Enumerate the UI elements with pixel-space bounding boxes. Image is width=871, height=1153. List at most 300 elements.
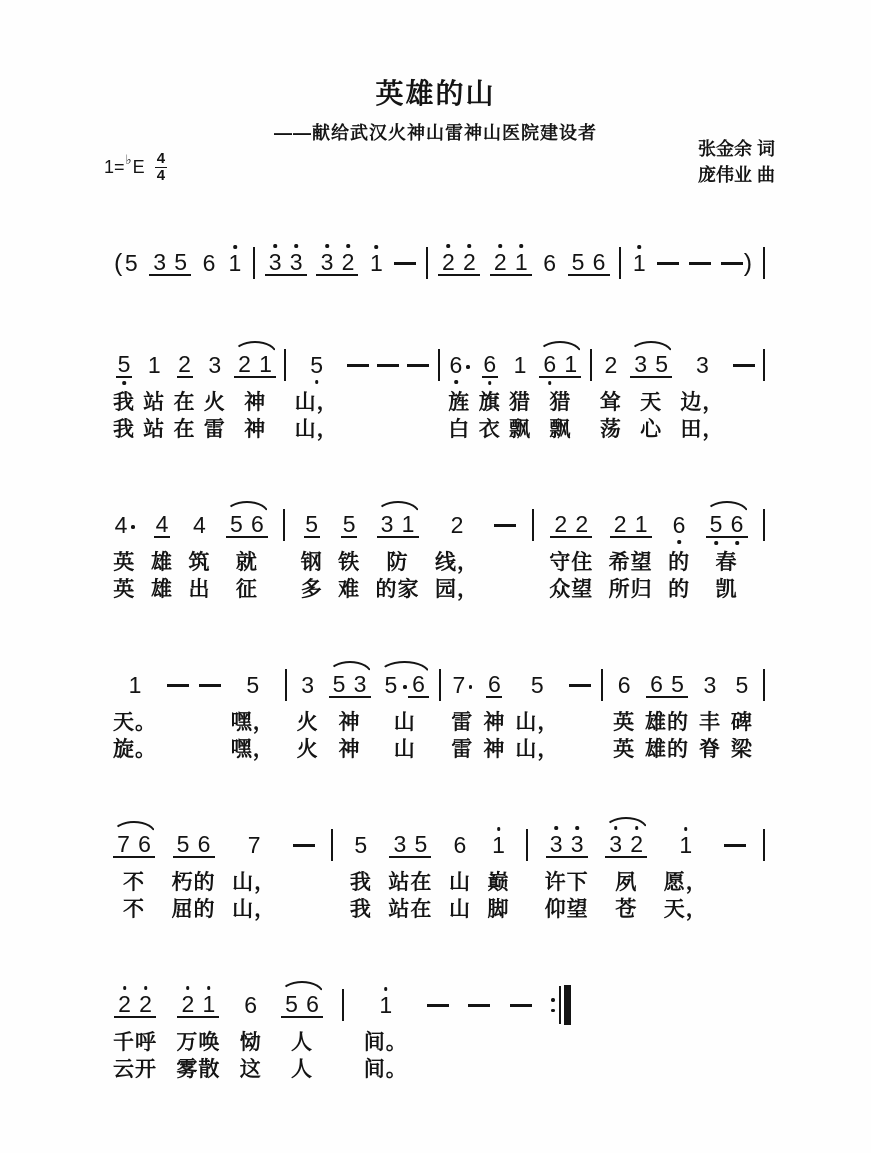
lyric-syllable-v2: 人: [291, 1058, 314, 1081]
note-group: [226, 512, 268, 538]
slur-arc: [280, 981, 324, 994]
music-cell: [694, 345, 710, 385]
note-group: [265, 250, 307, 276]
lyric-syllable-v2: 雷: [451, 738, 474, 761]
octave-dot-above: [447, 244, 451, 248]
note-token: [613, 665, 635, 764]
lyric-syllable-v1: 猎: [549, 391, 572, 414]
note-digit: 7: [113, 832, 134, 858]
lyric-syllable-v2: 英: [613, 738, 636, 761]
note-token: [350, 825, 372, 924]
note-group: [542, 251, 558, 275]
music-cell: [601, 665, 603, 705]
repeat-dots: [551, 998, 555, 1013]
music-cell: [167, 665, 189, 705]
tonic-letter: E: [132, 157, 145, 177]
lyric-syllable-v1: 愿，: [663, 871, 708, 894]
lyric-syllable-v1: 千呼: [113, 1031, 157, 1054]
note-digit: 1: [368, 251, 384, 275]
lyric-syllable-v2: 山，: [232, 898, 277, 921]
barline: [763, 669, 765, 701]
note-token: [600, 345, 622, 444]
note-group: [316, 250, 358, 276]
barline: [590, 349, 592, 381]
note-digit: 3: [208, 352, 222, 378]
octave-dot-below: [315, 380, 319, 384]
music-cell: [689, 243, 711, 283]
note-digit: 6: [408, 672, 429, 698]
barline-token: [253, 243, 255, 288]
duration-dash: [569, 684, 591, 687]
note-group: [281, 992, 323, 1018]
music-cell: [491, 825, 507, 865]
note-digit: 3: [350, 672, 371, 698]
music-cell: [304, 505, 320, 545]
lyric-syllable-v2: 的家: [375, 578, 420, 601]
note-digit: 1: [678, 833, 694, 857]
barline: [439, 669, 441, 701]
music-cell: [116, 345, 132, 385]
note-token: [113, 665, 157, 764]
dash-token: [394, 243, 416, 288]
note-token: [227, 243, 243, 288]
note-token: [204, 345, 226, 444]
note-group: [246, 833, 262, 857]
lyric-syllable-v2: 旋。: [113, 738, 157, 761]
duration-dash: [510, 1004, 532, 1007]
note-digit: 3: [695, 352, 709, 378]
duration-dash: [347, 364, 369, 367]
barline-token: [763, 243, 765, 288]
note-digit: 5: [410, 832, 431, 858]
note-group: [177, 992, 219, 1018]
lyric-syllable-v2: 心: [640, 418, 663, 441]
barline: [526, 829, 528, 861]
music-cell: [300, 665, 316, 705]
octave-dot-above: [468, 244, 472, 248]
slur-arc: [225, 501, 269, 514]
octave-dot-above: [346, 244, 350, 248]
note-group: [539, 352, 581, 378]
music-cell: [721, 243, 753, 283]
note-group: [702, 673, 718, 697]
note-group: [631, 251, 647, 275]
note-token: [172, 825, 216, 924]
note-digit: 6: [202, 250, 216, 276]
lyric-syllable-v2: 山: [393, 738, 416, 761]
lyric-syllable-v1: 神: [244, 391, 267, 414]
lyric-syllable-v1: 就: [235, 551, 258, 574]
augmentation-dot: [469, 685, 473, 689]
lyric-syllable-v1: 站在: [388, 871, 433, 894]
music-cell: [439, 665, 441, 705]
lyric-syllable-v1: 神: [338, 711, 361, 734]
song-dedication-subtitle: ——献给武汉火神山雷神山医院建设者: [274, 123, 597, 143]
note-digit: 6: [539, 352, 560, 378]
barline: [283, 509, 285, 541]
music-cell: [616, 665, 632, 705]
note-token: [201, 243, 217, 288]
barline: [331, 829, 333, 861]
note-token: [451, 665, 474, 764]
note-token: [380, 665, 429, 764]
slur-arc: [233, 341, 277, 354]
music-cell: [149, 243, 191, 283]
music-cell: [283, 505, 285, 545]
note-group: [149, 250, 191, 276]
barline-token: [763, 505, 765, 604]
music-cell: [347, 345, 369, 385]
note-group: [227, 251, 243, 275]
note-token: [731, 665, 753, 764]
lyric-syllable-v1: 我: [113, 391, 135, 414]
note-digit: 5: [170, 250, 191, 276]
lyric-syllable-v1: 铁: [338, 551, 361, 574]
note-group: [245, 673, 261, 697]
note-token: [234, 345, 276, 444]
lyric-syllable-v1: 神: [483, 711, 506, 734]
note-token: [509, 345, 531, 444]
duration-dash: [721, 262, 743, 265]
note-group: [173, 832, 215, 858]
lyric-syllable-v2: 飘: [549, 418, 572, 441]
lyric-syllable-v2: 衣: [478, 418, 501, 441]
note-group: [491, 833, 507, 857]
music-cell: [113, 505, 136, 545]
barline: [438, 349, 440, 381]
octave-dot-above: [273, 244, 277, 248]
duration-dash: [427, 1004, 449, 1007]
note-group: [127, 673, 143, 697]
lyric-syllable-v1: 丰: [698, 711, 721, 734]
lyric-syllable-v2: 我: [113, 418, 135, 441]
note-token: [174, 345, 196, 444]
note-group: [353, 833, 369, 857]
dash-token: [407, 345, 429, 444]
barline: [763, 349, 765, 381]
composer-credit: 庞伟业 曲: [697, 165, 775, 185]
dash-token: [468, 985, 490, 1084]
music-cell: [329, 665, 371, 705]
note-digit: 4: [155, 511, 169, 537]
note-token: [479, 345, 501, 444]
note-token: [265, 243, 307, 288]
octave-dot-above: [375, 245, 379, 249]
note-digit: 7: [247, 832, 261, 858]
music-cell: [734, 665, 750, 705]
note-token: [664, 825, 708, 924]
lyric-syllable-v1: 希望: [608, 551, 653, 574]
lyric-syllable-v2: 屈的: [171, 898, 216, 921]
music-cell: [285, 665, 287, 705]
lyric-syllable-v2: 脚: [487, 898, 510, 921]
note-group: [207, 353, 223, 377]
music-cell: [569, 665, 591, 705]
dash-token: [721, 243, 753, 288]
barline-token: [763, 665, 765, 764]
octave-dot-above: [637, 245, 641, 249]
barline-token: [601, 665, 603, 764]
song-title: 英雄的山: [375, 78, 496, 109]
music-cell: [265, 243, 307, 283]
slur-arc: [328, 661, 372, 674]
lyric-syllable-v1: 猎: [509, 391, 532, 414]
note-group: [201, 251, 217, 275]
music-cell: [678, 825, 694, 865]
lyric-syllable-v1: 人: [291, 1031, 314, 1054]
note-token: [143, 345, 165, 444]
barline: [253, 247, 255, 279]
duration-dash: [407, 364, 429, 367]
barline: [763, 509, 765, 541]
lyric-syllable-v1: 英: [113, 551, 136, 574]
note-token: [176, 985, 220, 1084]
music-cell: [468, 985, 490, 1025]
note-digit: 1: [147, 352, 161, 378]
lyric-syllable-v1: 雄: [151, 551, 174, 574]
repeat-token: [551, 985, 571, 1084]
music-cell: [378, 985, 394, 1025]
note-digit: 2: [178, 351, 191, 377]
lyric-syllable-v1: 英: [613, 711, 636, 734]
barline-token: [526, 825, 528, 924]
repeat-end-barline: [551, 985, 571, 1025]
note-group: [482, 352, 498, 378]
octave-dot-below: [488, 381, 492, 385]
barline-token: [283, 505, 285, 604]
lyric-syllable-v2: 出: [188, 578, 211, 601]
note-token: [483, 665, 505, 764]
score: [113, 243, 765, 1084]
dash-token: [494, 505, 516, 604]
music-cell: [234, 345, 276, 385]
note-digit: 3: [377, 512, 398, 538]
note-group: [177, 352, 193, 378]
lyric-syllable-v1: 恸: [239, 1031, 262, 1054]
music-cell: [590, 345, 592, 385]
system-line-2: [113, 505, 765, 604]
note-digit: 3: [630, 352, 651, 378]
note-digit: 3: [546, 832, 567, 858]
note-digit: 1: [398, 512, 419, 538]
note-digit: 5: [568, 250, 589, 276]
barline: [601, 669, 603, 701]
music-cell: [199, 665, 221, 705]
music-cell: [452, 825, 468, 865]
note-token: [281, 985, 323, 1084]
tonic-prefix: 1=: [104, 157, 125, 177]
music-cell: [630, 345, 672, 385]
augmentation-dot: [131, 525, 135, 529]
note-group: [605, 832, 647, 858]
music-cell: [610, 505, 652, 545]
note-group: [568, 250, 610, 276]
system-line-1: [113, 345, 765, 444]
note-digit: 3: [703, 672, 717, 698]
note-digit: 1: [378, 993, 394, 1017]
lyric-syllable-v1: 线，: [434, 551, 479, 574]
repeat-dot: [551, 998, 555, 1002]
note-digit: 5: [226, 512, 247, 538]
music-cell: [539, 345, 581, 385]
note-token: [549, 505, 593, 604]
note-digit: 6: [448, 353, 464, 377]
note-digit: 2: [438, 250, 459, 276]
music-cell: [724, 825, 746, 865]
note-group: [243, 993, 259, 1017]
lyric-syllable-v2: 嘿，: [230, 738, 275, 761]
note-digit: 3: [389, 832, 410, 858]
duration-dash: [167, 684, 189, 687]
note-token: [515, 665, 559, 764]
lyric-syllable-v2: 征: [235, 578, 258, 601]
music-cell: [113, 243, 139, 283]
music-cell: [226, 505, 268, 545]
note-token: [568, 243, 610, 288]
note-token: [231, 665, 275, 764]
duration-dash: [724, 844, 746, 847]
lyric-syllable-v1: 我: [349, 871, 372, 894]
note-group: [368, 251, 384, 275]
lyric-syllable-v2: 雾散: [176, 1058, 221, 1081]
note-digit: 3: [567, 832, 588, 858]
octave-dot-above: [233, 245, 237, 249]
dash-token: [569, 665, 591, 764]
octave-dot-below: [122, 381, 126, 385]
note-token: [113, 345, 135, 444]
barline: [426, 247, 428, 279]
music-cell: [341, 505, 357, 545]
music-cell: [490, 243, 532, 283]
note-token: [113, 505, 136, 604]
system-intro: [113, 243, 765, 288]
lyric-syllable-v1: 山，: [515, 711, 560, 734]
lyric-syllable-v1: 旌: [448, 391, 471, 414]
music-cell: [482, 345, 498, 385]
note-digit: 2: [571, 512, 592, 538]
note-group: [512, 353, 528, 377]
note-group: [329, 672, 371, 698]
barline-token: [426, 243, 428, 288]
note-group: [154, 512, 170, 538]
lyric-syllable-v1: 山: [393, 711, 416, 734]
music-cell: [657, 243, 679, 283]
lyric-syllable-v2: 山，: [294, 418, 339, 441]
lyric-syllable-v2: 不: [123, 898, 145, 921]
music-cell: [763, 345, 765, 385]
note-digit: 2: [604, 352, 618, 378]
meter-denominator: 4: [156, 167, 166, 184]
lyric-syllable-v1: 耸: [599, 391, 622, 414]
note-digit: 6: [482, 352, 498, 378]
music-cell: [603, 345, 619, 385]
octave-dot-above: [554, 826, 558, 830]
system-line-4: [113, 825, 765, 924]
lyric-syllable-v2: 雄: [151, 578, 174, 601]
music-cell: [605, 825, 647, 865]
note-group: [113, 251, 139, 275]
note-digit: 6: [617, 672, 631, 698]
note-group: [438, 250, 480, 276]
music-cell: [191, 505, 207, 545]
note-token: [232, 825, 276, 924]
barline-token: [285, 665, 287, 764]
lyric-syllable-v1: 旗: [478, 391, 501, 414]
lyric-syllable-v1: 朽的: [171, 871, 216, 894]
octave-dot-above: [575, 826, 579, 830]
duration-dash: [468, 1004, 490, 1007]
note-digit: 1: [255, 352, 276, 378]
lyric-syllable-v1: 夙: [615, 871, 638, 894]
music-cell: [368, 243, 384, 283]
lyric-syllable-v1: 山: [448, 871, 471, 894]
octave-dot-above: [498, 244, 502, 248]
note-digit: 1: [198, 992, 219, 1018]
barline-token: [532, 505, 534, 604]
music-cell: [173, 825, 215, 865]
note-token: [488, 825, 510, 924]
credits: [698, 136, 775, 188]
note-group: [448, 353, 471, 377]
note-group: [449, 513, 465, 537]
note-group: [377, 512, 419, 538]
note-digit: 5: [124, 250, 138, 276]
note-group: [341, 512, 357, 538]
note-token: [368, 243, 384, 288]
octave-dot-below: [454, 380, 458, 384]
lyricist-credit: 张金余 词: [697, 139, 775, 159]
music-cell: [177, 345, 193, 385]
lyric-syllable-v2: 雷: [203, 418, 226, 441]
note-digit: 6: [302, 992, 323, 1018]
duration-dash: [199, 684, 221, 687]
note-token: [388, 825, 432, 924]
augmentation-dot: [466, 365, 470, 369]
note-digit: 6: [589, 250, 610, 276]
note-digit: 6: [194, 832, 215, 858]
lyric-syllable-v1: 巅: [487, 871, 510, 894]
lyric-syllable-v1: 钢: [300, 551, 323, 574]
note-digit: 5: [354, 832, 368, 858]
octave-dot-below: [735, 541, 739, 545]
music-cell: [426, 243, 428, 283]
duration-dash: [377, 364, 399, 367]
lyric-syllable-v1: 天。: [113, 711, 157, 734]
lyric-syllable-v2: 的: [668, 578, 691, 601]
note-digit: 5: [305, 511, 319, 537]
octave-dot-above: [325, 244, 329, 248]
note-digit: 3: [149, 250, 170, 276]
barline-token: [763, 825, 765, 924]
note-token: [490, 243, 532, 288]
augmentation-dot: [403, 685, 407, 689]
note-token: [329, 665, 371, 764]
music-cell: [207, 345, 223, 385]
note-token: [301, 505, 323, 604]
note-digit: 4: [193, 512, 206, 538]
note-digit: 2: [550, 512, 571, 538]
music-cell: [245, 665, 261, 705]
note-digit: 3: [265, 250, 286, 276]
lyric-syllable-v1: 的: [668, 551, 691, 574]
note-group: [734, 673, 750, 697]
note-token: [338, 505, 360, 604]
note-token: [631, 243, 647, 288]
lyric-syllable-v1: 山，: [232, 871, 277, 894]
note-digit: 2: [450, 512, 464, 538]
note-digit: 5: [329, 672, 350, 698]
note-digit: 5: [530, 672, 544, 698]
